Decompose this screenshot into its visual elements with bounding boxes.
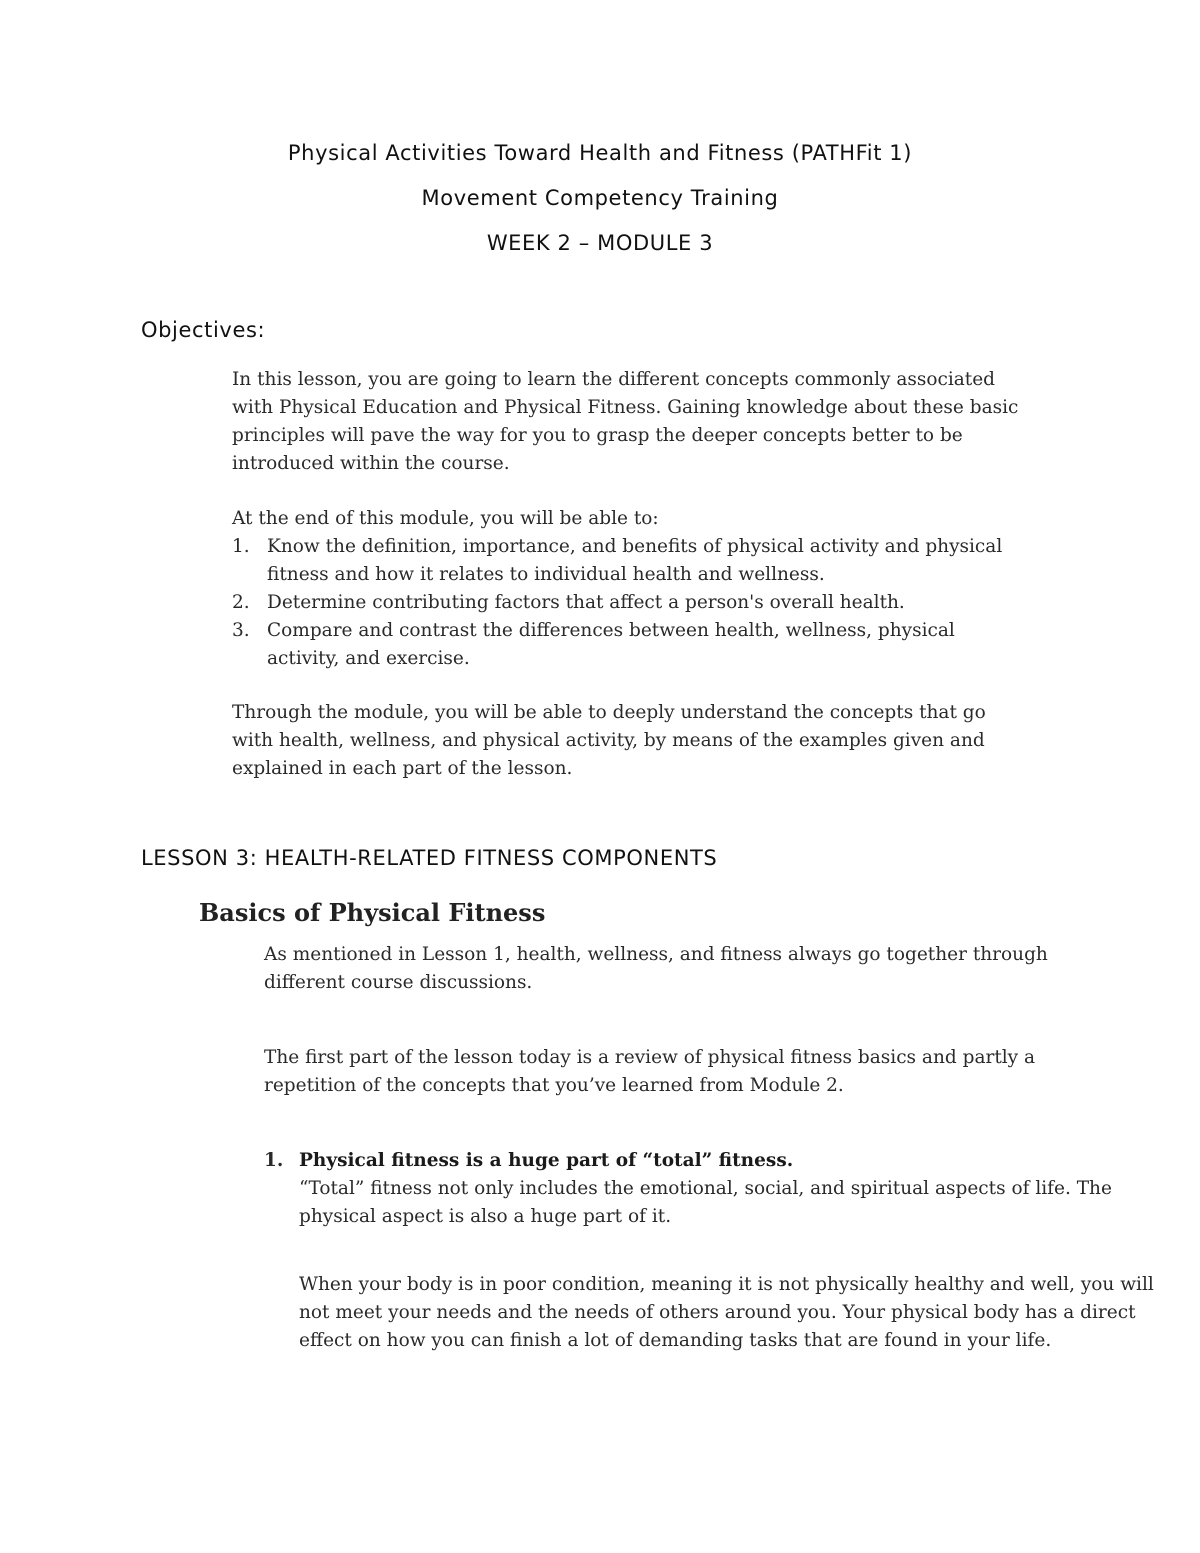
list-item-text: Compare and contrast the differences between health, wellness, physical activity, and exercise. bbox=[267, 620, 955, 669]
point-paragraph-1: “Total” fitness not only includes the emotional, social, and spiritual aspects of life. The physical aspect is also a huge part of it. bbox=[299, 1178, 1112, 1227]
numbered-point bbox=[264, 1147, 1154, 1355]
point-number: 1. bbox=[264, 1150, 284, 1171]
objectives-list bbox=[232, 533, 1022, 673]
objectives-closing-paragraph: Through the module, you will be able to deeply understand the concepts that go with health, wellness, and physical activity, by means of the examples given and explained in each part of the lesson. bbox=[232, 702, 986, 779]
list-item bbox=[232, 589, 1022, 617]
list-item-number: 3. bbox=[232, 620, 250, 641]
objectives-heading: Objectives: bbox=[141, 318, 266, 342]
document-subtitle: Movement Competency Training bbox=[421, 186, 779, 210]
objectives-list-lead: At the end of this module, you will be able to: bbox=[232, 508, 659, 529]
objectives-intro-paragraph: In this lesson, you are going to learn the different concepts commonly associated with Physical Education and Physical Fitness. Gaining knowledge about these basic principles will pave the way for you to grasp the deeper concepts better to be introduced within the course. bbox=[232, 369, 1019, 474]
point-heading: Physical fitness is a huge part of “total” fitness. bbox=[299, 1150, 794, 1171]
lesson-heading: LESSON 3: HEALTH-RELATED FITNESS COMPONENTS bbox=[141, 846, 718, 870]
list-item bbox=[232, 533, 1022, 589]
list-item-number: 1. bbox=[232, 536, 250, 557]
point-paragraph-2: When your body is in poor condition, meaning it is not physically healthy and well, you will not meet your needs and the needs of others around you. Your physical body has a direct effect on how you can finish a lot of demanding tasks that are found in your life. bbox=[299, 1274, 1154, 1351]
week-module-label: WEEK 2 – MODULE 3 bbox=[486, 231, 714, 255]
document-title: Physical Activities Toward Health and Fitness (PATHFit 1) bbox=[287, 141, 913, 165]
list-item bbox=[232, 617, 1022, 673]
list-item-text: Know the definition, importance, and benefits of physical activity and physical fitness and how it relates to individual health and wellness. bbox=[267, 536, 1003, 585]
list-item-number: 2. bbox=[232, 592, 250, 613]
point-body bbox=[299, 1147, 1154, 1355]
basics-paragraph-2: The first part of the lesson today is a review of physical fitness basics and partly a repetition of the concepts that you’ve learned from Module 2. bbox=[264, 1047, 1036, 1096]
section-heading: Basics of Physical Fitness bbox=[199, 898, 546, 927]
basics-paragraph-1: As mentioned in Lesson 1, health, wellness, and fitness always go together through different course discussions. bbox=[264, 944, 1048, 993]
list-item-text: Determine contributing factors that affect a person's overall health. bbox=[267, 592, 905, 613]
